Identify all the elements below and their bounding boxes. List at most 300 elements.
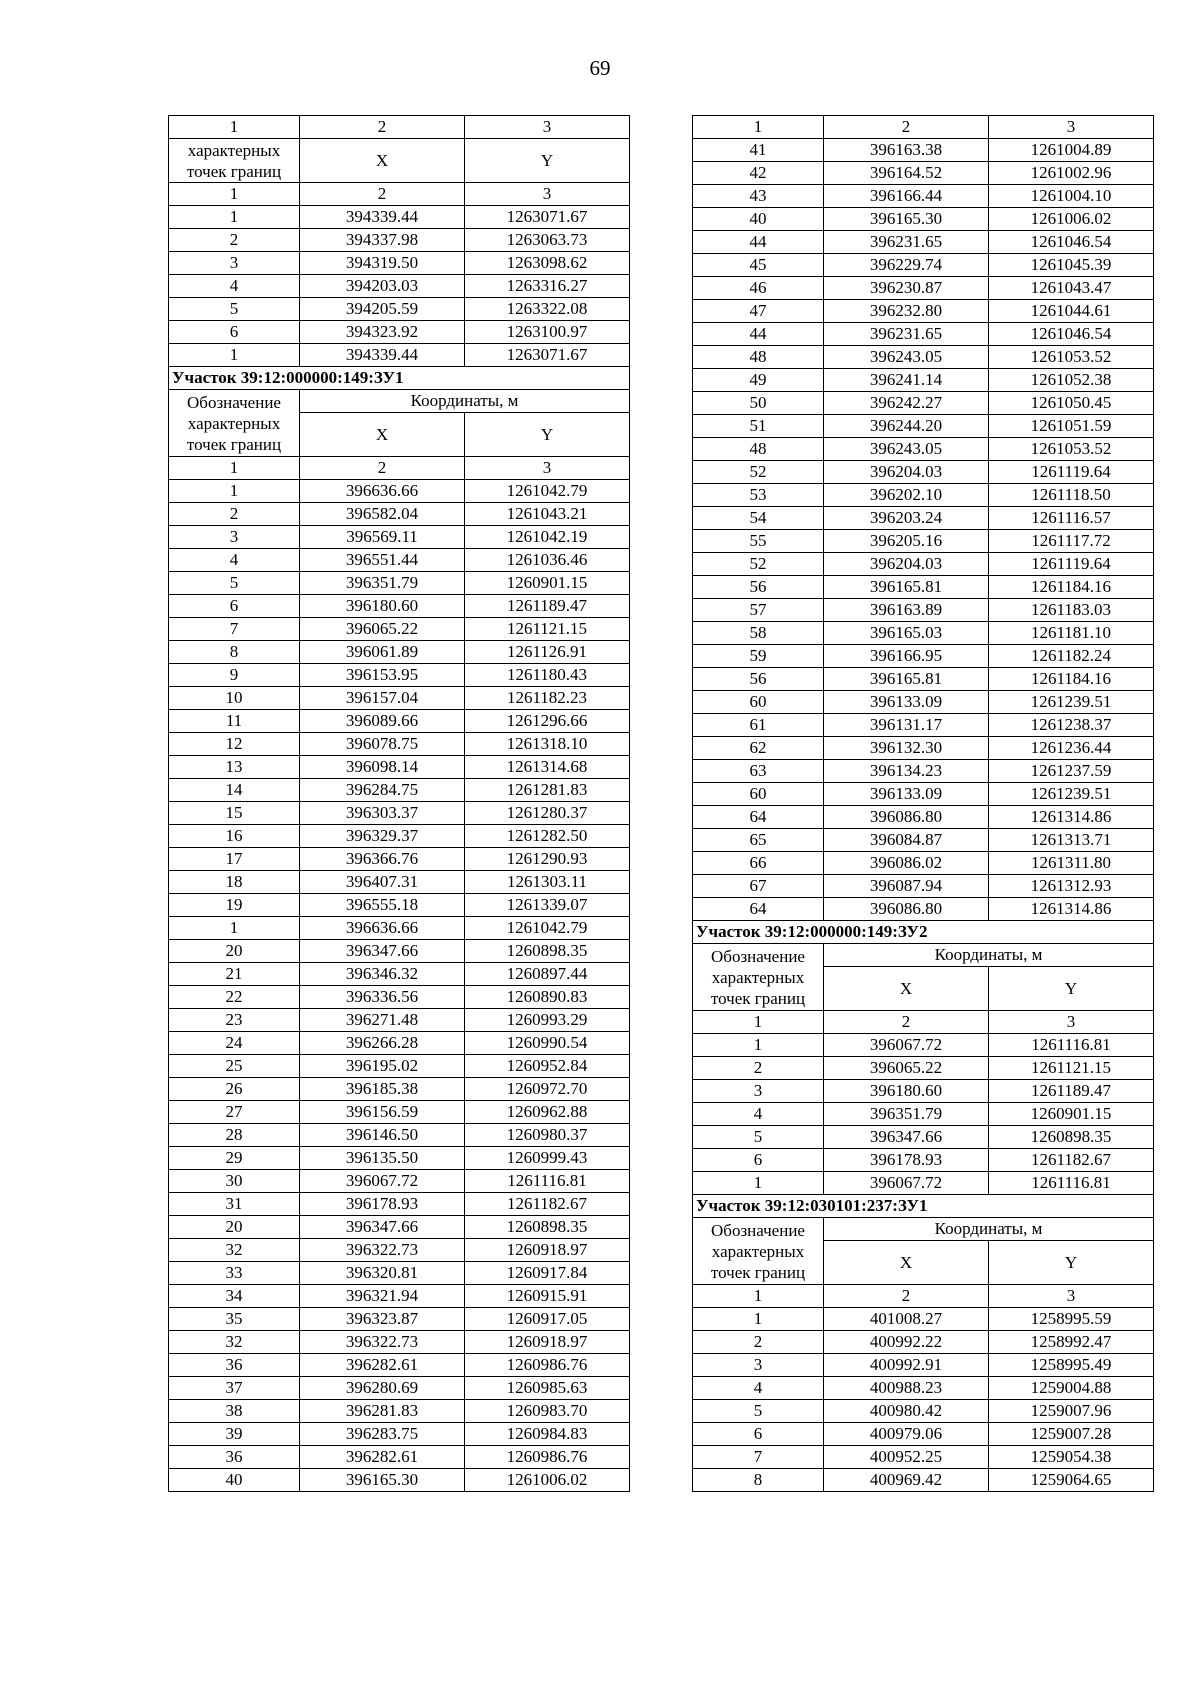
table-row bbox=[693, 1400, 1154, 1423]
y-coordinate: 1260984.83 bbox=[465, 1423, 630, 1446]
x-coordinate: 396086.80 bbox=[824, 898, 989, 921]
x-coordinate: 396165.81 bbox=[824, 668, 989, 691]
x-column-header: X bbox=[300, 139, 465, 183]
table-row bbox=[693, 346, 1154, 369]
table-row bbox=[169, 1078, 630, 1101]
table-row bbox=[693, 231, 1154, 254]
table-row bbox=[169, 664, 630, 687]
x-coordinate: 394323.92 bbox=[300, 321, 465, 344]
y-coordinate: 1261044.61 bbox=[989, 300, 1154, 323]
x-coordinate: 396163.89 bbox=[824, 599, 989, 622]
x-coordinate: 396346.32 bbox=[300, 963, 465, 986]
y-coordinate: 1258995.59 bbox=[989, 1308, 1154, 1331]
x-coordinate: 396157.04 bbox=[300, 687, 465, 710]
y-coordinate: 1261237.59 bbox=[989, 760, 1154, 783]
column-number: 2 bbox=[300, 183, 465, 206]
x-coordinate: 396203.24 bbox=[824, 507, 989, 530]
table-row bbox=[169, 802, 630, 825]
point-number: 45 bbox=[693, 254, 824, 277]
x-coordinate: 396555.18 bbox=[300, 894, 465, 917]
table-row bbox=[169, 779, 630, 802]
table-row bbox=[693, 1149, 1154, 1172]
y-coordinate: 1261239.51 bbox=[989, 691, 1154, 714]
y-coordinate: 1261182.23 bbox=[465, 687, 630, 710]
table-row bbox=[169, 1239, 630, 1262]
point-number: 4 bbox=[169, 275, 300, 298]
y-coordinate: 1261051.59 bbox=[989, 415, 1154, 438]
point-number: 26 bbox=[169, 1078, 300, 1101]
table-row bbox=[169, 1285, 630, 1308]
y-coordinate: 1261312.93 bbox=[989, 875, 1154, 898]
point-number: 42 bbox=[693, 162, 824, 185]
column-number-row bbox=[693, 1285, 1154, 1308]
y-coordinate: 1260917.84 bbox=[465, 1262, 630, 1285]
y-coordinate: 1260890.83 bbox=[465, 986, 630, 1009]
y-coordinate: 1261282.50 bbox=[465, 825, 630, 848]
x-coordinate: 396320.81 bbox=[300, 1262, 465, 1285]
y-coordinate: 1260962.88 bbox=[465, 1101, 630, 1124]
x-coordinate: 396084.87 bbox=[824, 829, 989, 852]
table-row bbox=[169, 344, 630, 367]
x-coordinate: 396205.16 bbox=[824, 530, 989, 553]
point-number: 40 bbox=[169, 1469, 300, 1492]
table-row bbox=[693, 1354, 1154, 1377]
designation-header bbox=[693, 944, 824, 1011]
header-row bbox=[693, 944, 1154, 967]
table-row bbox=[169, 641, 630, 664]
table-row bbox=[693, 783, 1154, 806]
section-title: Участок 39:12:000000:149:ЗУ1 bbox=[169, 367, 630, 390]
table-row bbox=[693, 1446, 1154, 1469]
point-number: 1 bbox=[169, 480, 300, 503]
y-coordinate: 1261050.45 bbox=[989, 392, 1154, 415]
x-coordinate: 396131.17 bbox=[824, 714, 989, 737]
table-row bbox=[169, 503, 630, 526]
y-coordinate: 1261290.93 bbox=[465, 848, 630, 871]
point-number: 35 bbox=[169, 1308, 300, 1331]
table-row bbox=[169, 298, 630, 321]
y-coordinate: 1261042.79 bbox=[465, 917, 630, 940]
table-row bbox=[693, 737, 1154, 760]
x-coordinate: 396280.69 bbox=[300, 1377, 465, 1400]
table-row bbox=[693, 645, 1154, 668]
table-row bbox=[169, 825, 630, 848]
point-number: 66 bbox=[693, 852, 824, 875]
table-row bbox=[693, 1034, 1154, 1057]
y-coordinate: 1261184.16 bbox=[989, 668, 1154, 691]
x-coordinate: 396347.66 bbox=[300, 1216, 465, 1239]
point-number: 34 bbox=[169, 1285, 300, 1308]
point-number: 18 bbox=[169, 871, 300, 894]
y-coordinate: 1261314.68 bbox=[465, 756, 630, 779]
point-number: 3 bbox=[693, 1080, 824, 1103]
section-title: Участок 39:12:000000:149:ЗУ2 bbox=[693, 921, 1154, 944]
y-coordinate: 1260999.43 bbox=[465, 1147, 630, 1170]
table-row bbox=[169, 206, 630, 229]
point-number: 20 bbox=[169, 940, 300, 963]
x-coordinate: 396231.65 bbox=[824, 323, 989, 346]
y-coordinate: 1260986.76 bbox=[465, 1354, 630, 1377]
table-row bbox=[169, 572, 630, 595]
column-number-row bbox=[169, 116, 630, 139]
x-coordinate: 396321.94 bbox=[300, 1285, 465, 1308]
x-coordinate: 400980.42 bbox=[824, 1400, 989, 1423]
x-coordinate: 400952.25 bbox=[824, 1446, 989, 1469]
table-row bbox=[693, 461, 1154, 484]
column-number: 3 bbox=[465, 183, 630, 206]
x-column-header: X bbox=[300, 413, 465, 457]
point-number: 24 bbox=[169, 1032, 300, 1055]
table-row bbox=[169, 526, 630, 549]
point-number: 10 bbox=[169, 687, 300, 710]
table-row bbox=[693, 185, 1154, 208]
y-coordinate: 1261280.37 bbox=[465, 802, 630, 825]
y-coordinate: 1258995.49 bbox=[989, 1354, 1154, 1377]
column-number: 3 bbox=[989, 116, 1154, 139]
column-number: 2 bbox=[300, 116, 465, 139]
y-coordinate: 1263063.73 bbox=[465, 229, 630, 252]
x-coordinate: 396089.66 bbox=[300, 710, 465, 733]
x-coordinate: 396284.75 bbox=[300, 779, 465, 802]
table-row bbox=[693, 438, 1154, 461]
point-number: 5 bbox=[169, 572, 300, 595]
x-coordinate: 396156.59 bbox=[300, 1101, 465, 1124]
x-coordinate: 396241.14 bbox=[824, 369, 989, 392]
point-number: 33 bbox=[169, 1262, 300, 1285]
y-coordinate: 1261180.43 bbox=[465, 664, 630, 687]
y-coordinate: 1260898.35 bbox=[465, 940, 630, 963]
point-number: 5 bbox=[169, 298, 300, 321]
x-coordinate: 396323.87 bbox=[300, 1308, 465, 1331]
y-coordinate: 1260901.15 bbox=[989, 1103, 1154, 1126]
point-number: 1 bbox=[693, 1034, 824, 1057]
y-coordinate: 1260990.54 bbox=[465, 1032, 630, 1055]
x-coordinate: 396351.79 bbox=[824, 1103, 989, 1126]
column-number-row bbox=[169, 457, 630, 480]
y-coordinate: 1261339.07 bbox=[465, 894, 630, 917]
y-coordinate: 1260952.84 bbox=[465, 1055, 630, 1078]
y-coordinate: 1260980.37 bbox=[465, 1124, 630, 1147]
y-coordinate: 1260983.70 bbox=[465, 1400, 630, 1423]
table-row bbox=[693, 1057, 1154, 1080]
column-number: 2 bbox=[300, 457, 465, 480]
y-coordinate: 1261004.89 bbox=[989, 139, 1154, 162]
y-coordinate: 1259004.88 bbox=[989, 1377, 1154, 1400]
table-row bbox=[169, 1331, 630, 1354]
column-number-row bbox=[693, 1011, 1154, 1034]
x-coordinate: 394337.98 bbox=[300, 229, 465, 252]
point-number: 62 bbox=[693, 737, 824, 760]
x-coordinate: 396244.20 bbox=[824, 415, 989, 438]
table-row bbox=[693, 1469, 1154, 1492]
y-coordinate: 1261043.47 bbox=[989, 277, 1154, 300]
table-row bbox=[693, 300, 1154, 323]
table-row bbox=[169, 1101, 630, 1124]
table-row bbox=[693, 1331, 1154, 1354]
table-row bbox=[693, 392, 1154, 415]
table-row bbox=[169, 480, 630, 503]
y-coordinate: 1261239.51 bbox=[989, 783, 1154, 806]
x-coordinate: 394205.59 bbox=[300, 298, 465, 321]
y-coordinate: 1261004.10 bbox=[989, 185, 1154, 208]
x-coordinate: 401008.27 bbox=[824, 1308, 989, 1331]
designation-label: Обозначение bbox=[711, 1220, 805, 1240]
y-coordinate: 1260898.35 bbox=[989, 1126, 1154, 1149]
designation-label: Обозначение bbox=[711, 946, 805, 966]
y-column-header: Y bbox=[989, 967, 1154, 1011]
x-coordinate: 396195.02 bbox=[300, 1055, 465, 1078]
table-row bbox=[169, 1124, 630, 1147]
table-row bbox=[693, 1308, 1154, 1331]
y-coordinate: 1261189.47 bbox=[465, 595, 630, 618]
x-coordinate: 396351.79 bbox=[300, 572, 465, 595]
point-number: 2 bbox=[693, 1331, 824, 1354]
column-number: 1 bbox=[169, 116, 300, 139]
table-row bbox=[693, 1172, 1154, 1195]
x-coordinate: 400979.06 bbox=[824, 1423, 989, 1446]
x-coordinate: 396065.22 bbox=[824, 1057, 989, 1080]
table-row bbox=[169, 321, 630, 344]
y-coordinate: 1259064.65 bbox=[989, 1469, 1154, 1492]
column-number: 3 bbox=[989, 1011, 1154, 1034]
point-number: 67 bbox=[693, 875, 824, 898]
point-number: 65 bbox=[693, 829, 824, 852]
y-coordinate: 1261006.02 bbox=[989, 208, 1154, 231]
point-number: 46 bbox=[693, 277, 824, 300]
x-coordinate: 396243.05 bbox=[824, 346, 989, 369]
table-row bbox=[169, 986, 630, 1009]
x-coordinate: 396322.73 bbox=[300, 1331, 465, 1354]
y-coordinate: 1261042.79 bbox=[465, 480, 630, 503]
x-column-header: X bbox=[824, 1241, 989, 1285]
point-number: 5 bbox=[693, 1400, 824, 1423]
table-row bbox=[169, 940, 630, 963]
point-number: 16 bbox=[169, 825, 300, 848]
column-number: 1 bbox=[693, 1285, 824, 1308]
y-coordinate: 1261184.16 bbox=[989, 576, 1154, 599]
x-coordinate: 396086.80 bbox=[824, 806, 989, 829]
point-number: 48 bbox=[693, 346, 824, 369]
x-coordinate: 396132.30 bbox=[824, 737, 989, 760]
point-number: 20 bbox=[169, 1216, 300, 1239]
y-coordinate: 1261116.57 bbox=[989, 507, 1154, 530]
point-number: 30 bbox=[169, 1170, 300, 1193]
x-coordinate: 396230.87 bbox=[824, 277, 989, 300]
table-row bbox=[169, 733, 630, 756]
x-coordinate: 400992.22 bbox=[824, 1331, 989, 1354]
coordinates-table-left bbox=[168, 115, 630, 1492]
x-coordinate: 396166.44 bbox=[824, 185, 989, 208]
x-coordinate: 396061.89 bbox=[300, 641, 465, 664]
x-coordinate: 394203.03 bbox=[300, 275, 465, 298]
y-column-header: Y bbox=[465, 413, 630, 457]
y-column-header: Y bbox=[465, 139, 630, 183]
point-number: 44 bbox=[693, 323, 824, 346]
x-coordinate: 396078.75 bbox=[300, 733, 465, 756]
point-number: 1 bbox=[169, 206, 300, 229]
point-number: 25 bbox=[169, 1055, 300, 1078]
point-number: 7 bbox=[169, 618, 300, 641]
column-number-row bbox=[169, 183, 630, 206]
x-coordinate: 396153.95 bbox=[300, 664, 465, 687]
y-coordinate: 1261303.11 bbox=[465, 871, 630, 894]
y-coordinate: 1261116.81 bbox=[465, 1170, 630, 1193]
y-coordinate: 1261053.52 bbox=[989, 438, 1154, 461]
column-number: 2 bbox=[824, 1285, 989, 1308]
table-row bbox=[693, 162, 1154, 185]
point-number: 17 bbox=[169, 848, 300, 871]
y-coordinate: 1259007.28 bbox=[989, 1423, 1154, 1446]
table-row bbox=[169, 687, 630, 710]
point-number: 3 bbox=[169, 252, 300, 275]
y-coordinate: 1261045.39 bbox=[989, 254, 1154, 277]
y-coordinate: 1263071.67 bbox=[465, 206, 630, 229]
point-number: 58 bbox=[693, 622, 824, 645]
designation-header bbox=[693, 1218, 824, 1285]
y-coordinate: 1261281.83 bbox=[465, 779, 630, 802]
x-coordinate: 396281.83 bbox=[300, 1400, 465, 1423]
y-coordinate: 1261053.52 bbox=[989, 346, 1154, 369]
y-coordinate: 1263071.67 bbox=[465, 344, 630, 367]
table-row bbox=[169, 1193, 630, 1216]
table-row bbox=[169, 618, 630, 641]
table-row bbox=[693, 323, 1154, 346]
column-number: 3 bbox=[465, 116, 630, 139]
coordinates-header: Координаты, м bbox=[824, 944, 1154, 967]
point-number: 50 bbox=[693, 392, 824, 415]
point-number: 2 bbox=[169, 503, 300, 526]
y-coordinate: 1261006.02 bbox=[465, 1469, 630, 1492]
column-number: 3 bbox=[989, 1285, 1154, 1308]
point-number: 32 bbox=[169, 1331, 300, 1354]
column-number: 2 bbox=[824, 116, 989, 139]
x-coordinate: 396134.23 bbox=[824, 760, 989, 783]
point-number: 37 bbox=[169, 1377, 300, 1400]
point-number: 61 bbox=[693, 714, 824, 737]
section-title-row bbox=[693, 921, 1154, 944]
x-coordinate: 396347.66 bbox=[824, 1126, 989, 1149]
x-coordinate: 396178.93 bbox=[824, 1149, 989, 1172]
table-row bbox=[693, 208, 1154, 231]
x-coordinate: 396229.74 bbox=[824, 254, 989, 277]
table-row bbox=[693, 277, 1154, 300]
y-coordinate: 1261121.15 bbox=[989, 1057, 1154, 1080]
x-coordinate: 396204.03 bbox=[824, 553, 989, 576]
x-coordinate: 396551.44 bbox=[300, 549, 465, 572]
point-number: 5 bbox=[693, 1126, 824, 1149]
y-coordinate: 1260986.76 bbox=[465, 1446, 630, 1469]
point-number: 63 bbox=[693, 760, 824, 783]
table-row bbox=[169, 1147, 630, 1170]
x-coordinate: 396146.50 bbox=[300, 1124, 465, 1147]
point-designation-label: характерных точек границ bbox=[186, 413, 282, 454]
x-coordinate: 396065.22 bbox=[300, 618, 465, 641]
point-number: 54 bbox=[693, 507, 824, 530]
point-number: 4 bbox=[169, 549, 300, 572]
table-row bbox=[693, 415, 1154, 438]
table-row bbox=[693, 1377, 1154, 1400]
y-coordinate: 1261238.37 bbox=[989, 714, 1154, 737]
y-column-header: Y bbox=[989, 1241, 1154, 1285]
y-coordinate: 1261002.96 bbox=[989, 162, 1154, 185]
x-coordinate: 396067.72 bbox=[824, 1172, 989, 1195]
point-number: 60 bbox=[693, 783, 824, 806]
point-number: 3 bbox=[693, 1354, 824, 1377]
table-row bbox=[169, 710, 630, 733]
x-coordinate: 400969.42 bbox=[824, 1469, 989, 1492]
y-coordinate: 1259054.38 bbox=[989, 1446, 1154, 1469]
point-number: 8 bbox=[169, 641, 300, 664]
table-row bbox=[169, 1262, 630, 1285]
point-number: 47 bbox=[693, 300, 824, 323]
section-title: Участок 39:12:030101:237:ЗУ1 bbox=[693, 1195, 1154, 1218]
y-coordinate: 1261313.71 bbox=[989, 829, 1154, 852]
table-row bbox=[169, 1032, 630, 1055]
point-number: 1 bbox=[169, 344, 300, 367]
x-coordinate: 396636.66 bbox=[300, 480, 465, 503]
point-number: 4 bbox=[693, 1377, 824, 1400]
point-number: 36 bbox=[169, 1354, 300, 1377]
x-coordinate: 396133.09 bbox=[824, 783, 989, 806]
y-coordinate: 1263316.27 bbox=[465, 275, 630, 298]
point-number: 56 bbox=[693, 576, 824, 599]
x-coordinate: 396271.48 bbox=[300, 1009, 465, 1032]
y-coordinate: 1261036.46 bbox=[465, 549, 630, 572]
point-number: 2 bbox=[169, 229, 300, 252]
x-coordinate: 396166.95 bbox=[824, 645, 989, 668]
table-row bbox=[169, 1308, 630, 1331]
x-column-header: X bbox=[824, 967, 989, 1011]
point-number: 55 bbox=[693, 530, 824, 553]
designation-header bbox=[169, 390, 300, 457]
x-coordinate: 396569.11 bbox=[300, 526, 465, 549]
table-row bbox=[693, 553, 1154, 576]
point-number: 64 bbox=[693, 806, 824, 829]
y-coordinate: 1261052.38 bbox=[989, 369, 1154, 392]
point-number: 22 bbox=[169, 986, 300, 1009]
y-coordinate: 1260898.35 bbox=[465, 1216, 630, 1239]
table-row bbox=[169, 252, 630, 275]
point-number: 44 bbox=[693, 231, 824, 254]
x-coordinate: 396180.60 bbox=[824, 1080, 989, 1103]
point-number: 31 bbox=[169, 1193, 300, 1216]
table-row bbox=[169, 1170, 630, 1193]
y-coordinate: 1261046.54 bbox=[989, 231, 1154, 254]
column-number: 2 bbox=[824, 1011, 989, 1034]
point-number: 9 bbox=[169, 664, 300, 687]
point-number: 48 bbox=[693, 438, 824, 461]
point-number: 8 bbox=[693, 1469, 824, 1492]
table-row bbox=[693, 599, 1154, 622]
table-row bbox=[169, 1469, 630, 1492]
table-row bbox=[693, 622, 1154, 645]
point-number: 14 bbox=[169, 779, 300, 802]
x-coordinate: 396232.80 bbox=[824, 300, 989, 323]
x-coordinate: 396180.60 bbox=[300, 595, 465, 618]
y-coordinate: 1261314.86 bbox=[989, 898, 1154, 921]
point-number: 11 bbox=[169, 710, 300, 733]
subheader-row bbox=[169, 139, 630, 183]
point-number: 40 bbox=[693, 208, 824, 231]
y-coordinate: 1261189.47 bbox=[989, 1080, 1154, 1103]
table-row bbox=[693, 760, 1154, 783]
x-coordinate: 396067.72 bbox=[300, 1170, 465, 1193]
x-coordinate: 396164.52 bbox=[824, 162, 989, 185]
table-row bbox=[693, 1103, 1154, 1126]
x-coordinate: 396266.28 bbox=[300, 1032, 465, 1055]
table-row bbox=[693, 806, 1154, 829]
y-coordinate: 1261318.10 bbox=[465, 733, 630, 756]
